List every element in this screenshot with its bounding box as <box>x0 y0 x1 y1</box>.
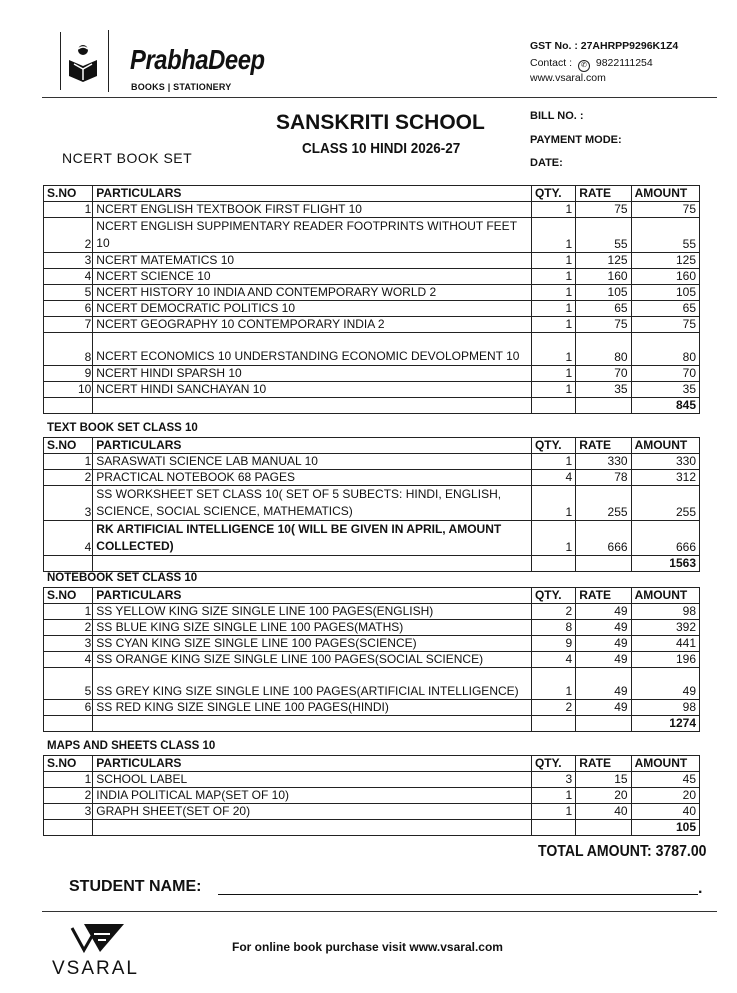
table-row <box>44 772 700 788</box>
cell-rate: 75 <box>576 202 631 218</box>
cell-rate: 55 <box>576 218 631 253</box>
cell-qty: 1 <box>531 668 575 700</box>
cell-sno: 1 <box>44 772 93 788</box>
table-row <box>44 470 700 486</box>
cell-qty: 1 <box>531 301 575 317</box>
whatsapp-icon: ✆ <box>578 60 590 72</box>
table-row <box>44 700 700 716</box>
cell-qty: 1 <box>531 285 575 301</box>
cell-item: SCHOOL LABEL <box>93 772 532 788</box>
cell-item: NCERT GEOGRAPHY 10 CONTEMPORARY INDIA 2 <box>93 317 532 333</box>
cell-sno: 10 <box>44 382 93 398</box>
table-row <box>44 804 700 820</box>
table-row <box>44 317 700 333</box>
cell-rate: 49 <box>576 620 631 636</box>
cell-sno: 3 <box>44 486 93 521</box>
cell-item: PRACTICAL NOTEBOOK 68 PAGES <box>93 470 532 486</box>
student-name-end: . <box>698 880 703 897</box>
cell-qty: 1 <box>531 269 575 285</box>
cell-item: NCERT HINDI SANCHAYAN 10 <box>93 382 532 398</box>
cell-amount: 255 <box>631 486 699 521</box>
cell-qty: 1 <box>531 804 575 820</box>
column-header-rate: RATE <box>576 588 631 604</box>
section-title: NOTEBOOK SET CLASS 10 <box>47 572 198 584</box>
table-row <box>44 668 700 700</box>
cell-rate: 49 <box>576 668 631 700</box>
brand-tagline: BOOKS | STATIONERY <box>131 82 232 92</box>
column-header-particulars: PARTICULARS <box>93 186 532 202</box>
cell-sno: 6 <box>44 700 93 716</box>
cell-rate: 49 <box>576 700 631 716</box>
cell-rate: 20 <box>576 788 631 804</box>
cell-item: RK ARTIFICIAL INTELLIGENCE 10( WILL BE GIVEN IN APRIL, AMOUNT COLLECTED) <box>93 521 532 556</box>
cell-sno: 2 <box>44 788 93 804</box>
set-title: NCERT BOOK SET <box>62 150 193 166</box>
cell-rate: 75 <box>576 317 631 333</box>
cell-sno: 1 <box>44 454 93 470</box>
cell-qty: 1 <box>531 333 575 366</box>
brand-name: PrabhaDeep <box>130 44 265 75</box>
cell-amount: 312 <box>631 470 699 486</box>
section-title: MAPS AND SHEETS CLASS 10 <box>47 740 216 752</box>
vsaral-logo-text: VSARAL <box>52 958 139 979</box>
cell-amount: 49 <box>631 668 699 700</box>
cell-qty: 4 <box>531 652 575 668</box>
subtotal-row <box>44 398 700 414</box>
table-row <box>44 301 700 317</box>
date-label: DATE: <box>530 157 563 169</box>
cell-rate: 160 <box>576 269 631 285</box>
table-row <box>44 636 700 652</box>
cell-amount: 40 <box>631 804 699 820</box>
cell-sno: 4 <box>44 652 93 668</box>
cell-item: SARASWATI SCIENCE LAB MANUAL 10 <box>93 454 532 470</box>
items-table <box>43 755 700 836</box>
cell-amount: 65 <box>631 301 699 317</box>
cell-sno: 8 <box>44 333 93 366</box>
column-header-sno: S.NO <box>44 756 93 772</box>
column-header-rate: RATE <box>576 438 631 454</box>
subtotal-row <box>44 716 700 732</box>
cell-qty: 1 <box>531 454 575 470</box>
cell-item: SS YELLOW KING SIZE SINGLE LINE 100 PAGES(ENGLISH) <box>93 604 532 620</box>
cell-qty: 1 <box>531 486 575 521</box>
column-header-qty: QTY. <box>531 186 575 202</box>
cell-amount: 196 <box>631 652 699 668</box>
section-title: TEXT BOOK SET CLASS 10 <box>47 422 198 434</box>
column-header-qty: QTY. <box>531 756 575 772</box>
website: www.vsaral.com <box>530 72 606 84</box>
cell-rate: 65 <box>576 301 631 317</box>
cell-qty: 1 <box>531 317 575 333</box>
cell-rate: 125 <box>576 253 631 269</box>
cell-qty: 1 <box>531 788 575 804</box>
total-amount: TOTAL AMOUNT: 3787.00 <box>538 843 707 860</box>
vsaral-logo-icon <box>70 920 126 954</box>
column-header-sno: S.NO <box>44 438 93 454</box>
column-header-particulars: PARTICULARS <box>93 438 532 454</box>
cell-sno: 3 <box>44 804 93 820</box>
cell-amount: 75 <box>631 202 699 218</box>
column-header-rate: RATE <box>576 756 631 772</box>
cell-rate: 49 <box>576 636 631 652</box>
cell-item: NCERT ENGLISH TEXTBOOK FIRST FLIGHT 10 <box>93 202 532 218</box>
table-row <box>44 269 700 285</box>
table-row <box>44 202 700 218</box>
subtotal-amount: 1563 <box>631 556 699 572</box>
footer-divider <box>42 911 717 912</box>
cell-item: NCERT ENGLISH SUPPIMENTARY READER FOOTPRINTS WITHOUT FEET 10 <box>93 218 532 253</box>
cell-item: SS WORKSHEET SET CLASS 10( SET OF 5 SUBECTS: HINDI, ENGLISH, SCIENCE, SOCIAL SCIENCE, MATHEMATICS) <box>93 486 532 521</box>
cell-item: INDIA POLITICAL MAP(SET OF 10) <box>93 788 532 804</box>
cell-sno: 7 <box>44 317 93 333</box>
phone-number: 9822111254 <box>595 57 653 69</box>
bill-no-label: BILL NO. : <box>530 110 584 122</box>
column-header-qty: QTY. <box>531 438 575 454</box>
cell-sno: 2 <box>44 470 93 486</box>
cell-qty: 1 <box>531 202 575 218</box>
cell-rate: 15 <box>576 772 631 788</box>
column-header-amount: AMOUNT <box>631 588 699 604</box>
cell-qty: 3 <box>531 772 575 788</box>
cell-rate: 78 <box>576 470 631 486</box>
table-row <box>44 454 700 470</box>
cell-amount: 125 <box>631 253 699 269</box>
cell-qty: 1 <box>531 253 575 269</box>
online-purchase-text: For online book purchase visit www.vsaral.com <box>232 940 503 954</box>
cell-qty: 9 <box>531 636 575 652</box>
cell-rate: 666 <box>576 521 631 556</box>
cell-amount: 98 <box>631 604 699 620</box>
cell-rate: 80 <box>576 333 631 366</box>
subtotal-amount: 105 <box>631 820 699 836</box>
contact-line <box>530 57 653 72</box>
cell-item: NCERT ECONOMICS 10 UNDERSTANDING ECONOMIC DEVOLOPMENT 10 <box>93 333 532 366</box>
cell-amount: 441 <box>631 636 699 652</box>
table-row <box>44 382 700 398</box>
cell-sno: 1 <box>44 604 93 620</box>
cell-rate: 255 <box>576 486 631 521</box>
cell-sno: 2 <box>44 620 93 636</box>
table-header-row <box>44 186 700 202</box>
cell-item: NCERT DEMOCRATIC POLITICS 10 <box>93 301 532 317</box>
cell-item: SS BLUE KING SIZE SINGLE LINE 100 PAGES(MATHS) <box>93 620 532 636</box>
student-name-field[interactable] <box>218 894 698 895</box>
cell-rate: 70 <box>576 366 631 382</box>
table-row <box>44 521 700 556</box>
school-name: SANSKRITI SCHOOL <box>276 111 485 134</box>
table-header-row <box>44 438 700 454</box>
column-header-particulars: PARTICULARS <box>93 756 532 772</box>
cell-item: NCERT SCIENCE 10 <box>93 269 532 285</box>
items-table <box>43 437 700 572</box>
items-table <box>43 587 700 732</box>
cell-rate: 40 <box>576 804 631 820</box>
cell-sno: 2 <box>44 218 93 253</box>
cell-rate: 330 <box>576 454 631 470</box>
table-row <box>44 788 700 804</box>
subtotal-amount: 845 <box>631 398 699 414</box>
cell-amount: 70 <box>631 366 699 382</box>
cell-sno: 4 <box>44 269 93 285</box>
column-header-sno: S.NO <box>44 588 93 604</box>
column-header-qty: QTY. <box>531 588 575 604</box>
cell-amount: 666 <box>631 521 699 556</box>
table-row <box>44 333 700 366</box>
table-row <box>44 652 700 668</box>
cell-qty: 1 <box>531 218 575 253</box>
cell-rate: 35 <box>576 382 631 398</box>
cell-amount: 98 <box>631 700 699 716</box>
cell-qty: 4 <box>531 470 575 486</box>
table-row <box>44 486 700 521</box>
cell-amount: 55 <box>631 218 699 253</box>
cell-qty: 1 <box>531 521 575 556</box>
items-table <box>43 185 700 414</box>
column-header-particulars: PARTICULARS <box>93 588 532 604</box>
cell-item: SS CYAN KING SIZE SINGLE LINE 100 PAGES(SCIENCE) <box>93 636 532 652</box>
cell-rate: 49 <box>576 604 631 620</box>
cell-amount: 392 <box>631 620 699 636</box>
table-row <box>44 218 700 253</box>
table-row <box>44 285 700 301</box>
subtotal-row <box>44 820 700 836</box>
cell-item: NCERT HISTORY 10 INDIA AND CONTEMPORARY WORLD 2 <box>93 285 532 301</box>
cell-sno: 1 <box>44 202 93 218</box>
cell-amount: 105 <box>631 285 699 301</box>
cell-sno: 5 <box>44 285 93 301</box>
cell-qty: 2 <box>531 700 575 716</box>
cell-rate: 105 <box>576 285 631 301</box>
cell-item: NCERT MATEMATICS 10 <box>93 253 532 269</box>
column-header-sno: S.NO <box>44 186 93 202</box>
cell-sno: 3 <box>44 636 93 652</box>
subtotal-row <box>44 556 700 572</box>
cell-sno: 3 <box>44 253 93 269</box>
cell-amount: 20 <box>631 788 699 804</box>
header-divider <box>42 97 717 98</box>
subtotal-amount: 1274 <box>631 716 699 732</box>
contact-label: Contact : <box>530 57 573 69</box>
student-name-label: STUDENT NAME: <box>69 878 202 895</box>
cell-item: SS ORANGE KING SIZE SINGLE LINE 100 PAGES(SOCIAL SCIENCE) <box>93 652 532 668</box>
cell-sno: 6 <box>44 301 93 317</box>
table-header-row <box>44 756 700 772</box>
cell-amount: 330 <box>631 454 699 470</box>
cell-item: NCERT HINDI SPARSH 10 <box>93 366 532 382</box>
gst-number: GST No. : 27AHRPP9296K1Z4 <box>530 40 679 52</box>
cell-amount: 160 <box>631 269 699 285</box>
column-header-amount: AMOUNT <box>631 438 699 454</box>
cell-sno: 4 <box>44 521 93 556</box>
cell-amount: 80 <box>631 333 699 366</box>
column-header-amount: AMOUNT <box>631 756 699 772</box>
cell-item: SS RED KING SIZE SINGLE LINE 100 PAGES(HINDI) <box>93 700 532 716</box>
class-line: CLASS 10 HINDI 2026-27 <box>302 140 461 157</box>
cell-amount: 45 <box>631 772 699 788</box>
cell-qty: 1 <box>531 382 575 398</box>
cell-item: SS GREY KING SIZE SINGLE LINE 100 PAGES(ARTIFICIAL INTELLIGENCE) <box>93 668 532 700</box>
column-header-rate: RATE <box>576 186 631 202</box>
cell-qty: 8 <box>531 620 575 636</box>
cell-amount: 75 <box>631 317 699 333</box>
table-header-row <box>44 588 700 604</box>
cell-qty: 2 <box>531 604 575 620</box>
table-row <box>44 604 700 620</box>
table-row <box>44 366 700 382</box>
cell-amount: 35 <box>631 382 699 398</box>
column-header-amount: AMOUNT <box>631 186 699 202</box>
payment-mode-label: PAYMENT MODE: <box>530 134 622 146</box>
cell-sno: 9 <box>44 366 93 382</box>
table-row <box>44 620 700 636</box>
table-row <box>44 253 700 269</box>
cell-item: GRAPH SHEET(SET OF 20) <box>93 804 532 820</box>
brand-logo-icon <box>66 42 100 86</box>
cell-qty: 1 <box>531 366 575 382</box>
cell-sno: 5 <box>44 668 93 700</box>
cell-rate: 49 <box>576 652 631 668</box>
